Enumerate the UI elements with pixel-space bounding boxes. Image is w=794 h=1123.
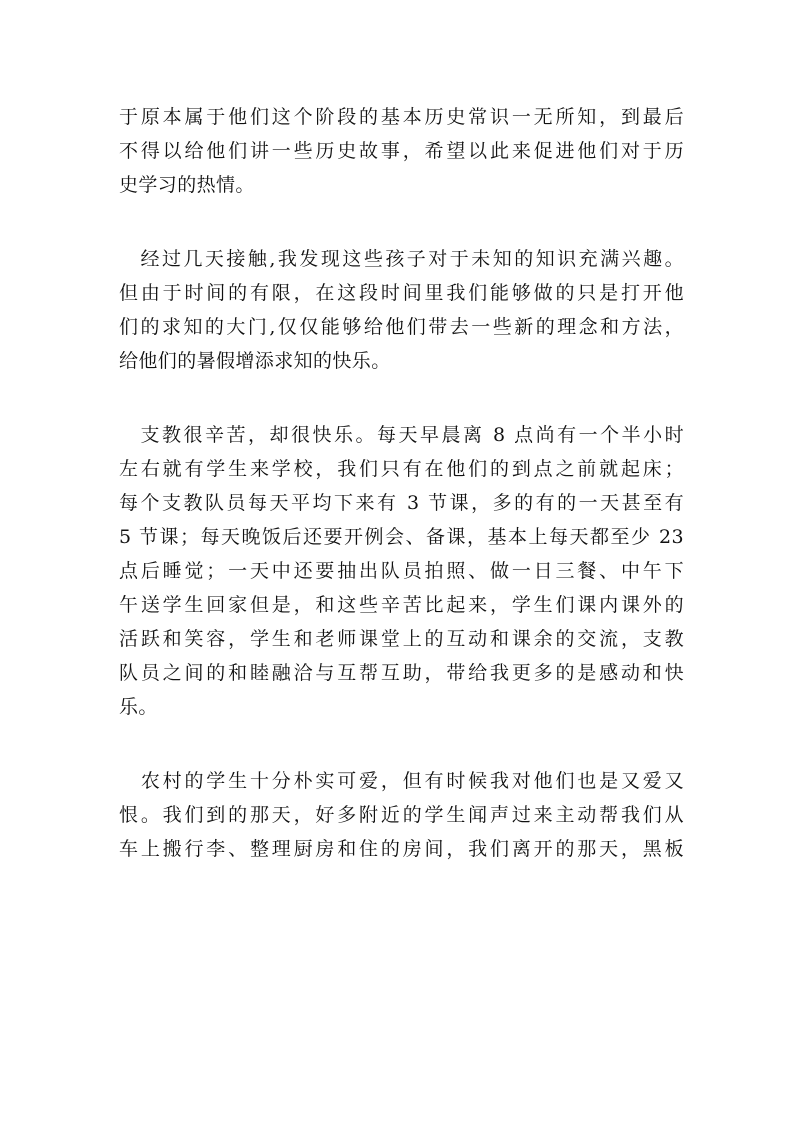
paragraph-4	[119, 764, 684, 866]
text-line: 每个支教队员每天平均下来有 3 节课，多的有的一天甚至有	[119, 492, 684, 514]
document-body	[119, 100, 684, 906]
text-line: 车上搬行李、整理厨房和住的房间，我们离开的那天，黑板	[119, 838, 684, 860]
text-line: 队员之间的和睦融洽与互帮互助，带给我更多的是感动和快	[119, 662, 684, 684]
text-line: 5 节课；每天晚饭后还要开例会、备课，基本上每天都至少 23	[119, 526, 684, 548]
text-line: 于原本属于他们这个阶段的基本历史常识一无所知，到最后	[119, 106, 684, 128]
text-line: 支教很辛苦，却很快乐。每天早晨离 8 点尚有一个半小时	[119, 424, 684, 446]
paragraph-1	[119, 100, 684, 202]
text-line: 史学习的热情。	[119, 174, 255, 196]
text-line: 但由于时间的有限，在这段时间里我们能够做的只是打开他	[119, 282, 684, 304]
text-line: 们的求知的大门,仅仅能够给他们带去一些新的理念和方法，	[119, 316, 684, 338]
text-line: 点后睡觉；一天中还要抽出队员拍照、做一日三餐、中午下	[119, 560, 684, 582]
paragraph-2	[119, 242, 684, 378]
text-line: 午送学生回家但是，和这些辛苦比起来，学生们课内课外的	[119, 594, 684, 616]
paragraph-3	[119, 418, 684, 724]
text-line: 农村的学生十分朴实可爱，但有时候我对他们也是又爱又	[119, 770, 684, 792]
text-line: 左右就有学生来学校，我们只有在他们的到点之前就起床；	[119, 458, 684, 480]
text-line: 活跃和笑容，学生和老师课堂上的互动和课余的交流，支教	[119, 628, 684, 650]
text-line: 乐。	[119, 696, 158, 718]
text-line: 不得以给他们讲一些历史故事，希望以此来促进他们对于历	[119, 140, 684, 162]
text-line: 经过几天接触,我发现这些孩子对于未知的知识充满兴趣。	[119, 248, 684, 270]
text-line: 恨。我们到的那天，好多附近的学生闻声过来主动帮我们从	[119, 804, 684, 826]
text-line: 给他们的暑假增添求知的快乐。	[119, 350, 391, 372]
